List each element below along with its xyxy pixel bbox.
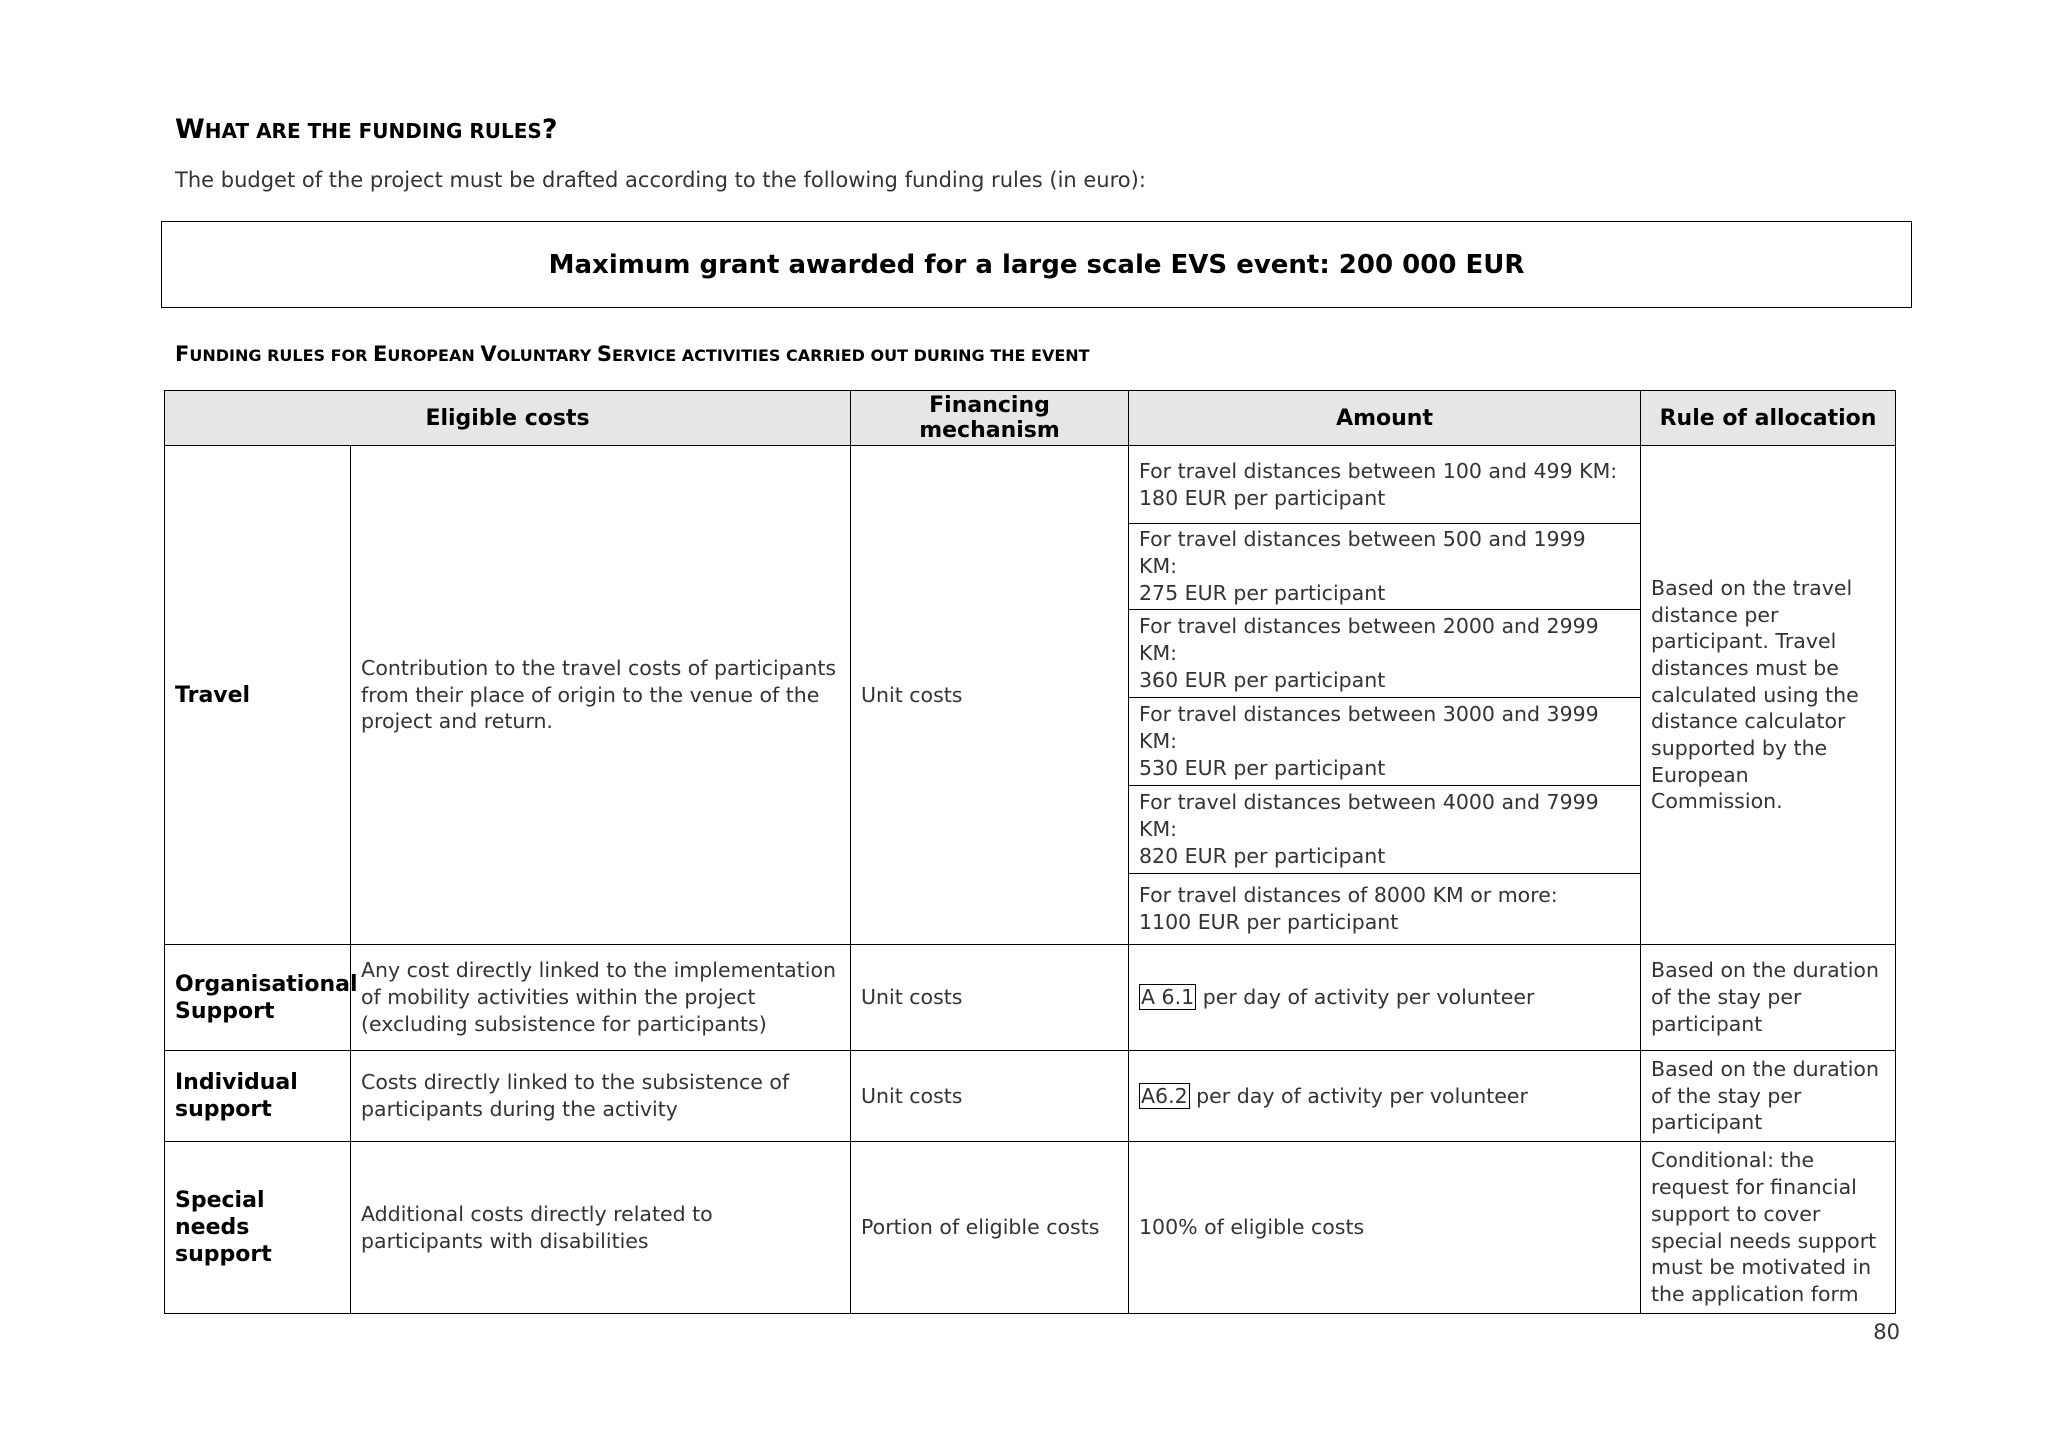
travel-amount: For travel distances between 4000 and 7999 KM: 820 EUR per participant (1129, 786, 1641, 874)
individual-rule: Based on the duration of the stay per participant (1641, 1051, 1896, 1142)
table-heading: FUNDING RULES FOR EUROPEAN VOLUNTARY SERVICE ACTIVITIES CARRIED OUT DURING THE EVENT (175, 342, 1090, 366)
organisational-description: Any cost directly linked to the implementation of mobility activities within the project (excluding subsistence for participants) (351, 945, 851, 1051)
travel-amount: For travel distances between 3000 and 3999 KM: 530 EUR per participant (1129, 698, 1641, 786)
amount-reference: A 6.1 (1141, 985, 1195, 1010)
travel-amount: For travel distances between 500 and 1999 KM: 275 EUR per participant (1129, 524, 1641, 610)
header-rule-of-allocation: Rule of allocation (1641, 391, 1896, 446)
funding-rules-table (164, 390, 1896, 1314)
table-row (165, 446, 1896, 524)
organisational-category: Organisational Support (165, 945, 351, 1051)
special-needs-category: Special needs support (165, 1142, 351, 1314)
travel-category: Travel (165, 446, 351, 945)
table-row (165, 945, 1896, 1051)
section-heading: WHAT ARE THE FUNDING RULES? (175, 114, 558, 145)
travel-amount: For travel distances between 100 and 499 KM: 180 EUR per participant (1129, 446, 1641, 524)
special-needs-rule: Conditional: the request for financial support to cover special needs support must be motivated in the application form (1641, 1142, 1896, 1314)
organisational-rule: Based on the duration of the stay per participant (1641, 945, 1896, 1051)
max-grant-box (161, 221, 1912, 308)
table-header-row (165, 391, 1896, 446)
special-needs-description: Additional costs directly related to participants with disabilities (351, 1142, 851, 1314)
travel-mechanism: Unit costs (851, 446, 1129, 945)
header-financing-mechanism: Financing mechanism (851, 391, 1129, 446)
travel-amount: For travel distances between 2000 and 2999 KM: 360 EUR per participant (1129, 610, 1641, 698)
individual-category: Individual support (165, 1051, 351, 1142)
page-number: 80 (1873, 1320, 1900, 1344)
special-needs-mechanism: Portion of eligible costs (851, 1142, 1129, 1314)
header-amount: Amount (1129, 391, 1641, 446)
amount-reference: A6.2 (1141, 1083, 1188, 1108)
travel-rule: Based on the travel distance per participant. Travel distances must be calculated using the distance calculator supported by the European Commission. (1641, 446, 1896, 945)
organisational-mechanism: Unit costs (851, 945, 1129, 1051)
special-needs-amount: 100% of eligible costs (1129, 1142, 1641, 1314)
table-row (165, 1051, 1896, 1142)
individual-description: Costs directly linked to the subsistence of participants during the activity (351, 1051, 851, 1142)
intro-text: The budget of the project must be drafted according to the following funding rules (in euro): (175, 168, 1146, 192)
organisational-amount: A 6.1 per day of activity per volunteer (1129, 945, 1641, 1051)
individual-amount: A6.2 per day of activity per volunteer (1129, 1051, 1641, 1142)
table-row (165, 1142, 1896, 1314)
travel-amount: For travel distances of 8000 KM or more: 1100 EUR per participant (1129, 874, 1641, 945)
max-grant-text: Maximum grant awarded for a large scale EVS event: 200 000 EUR (548, 249, 1525, 280)
header-eligible-costs: Eligible costs (165, 391, 851, 446)
individual-mechanism: Unit costs (851, 1051, 1129, 1142)
travel-description: Contribution to the travel costs of participants from their place of origin to the venue of the project and return. (351, 446, 851, 945)
